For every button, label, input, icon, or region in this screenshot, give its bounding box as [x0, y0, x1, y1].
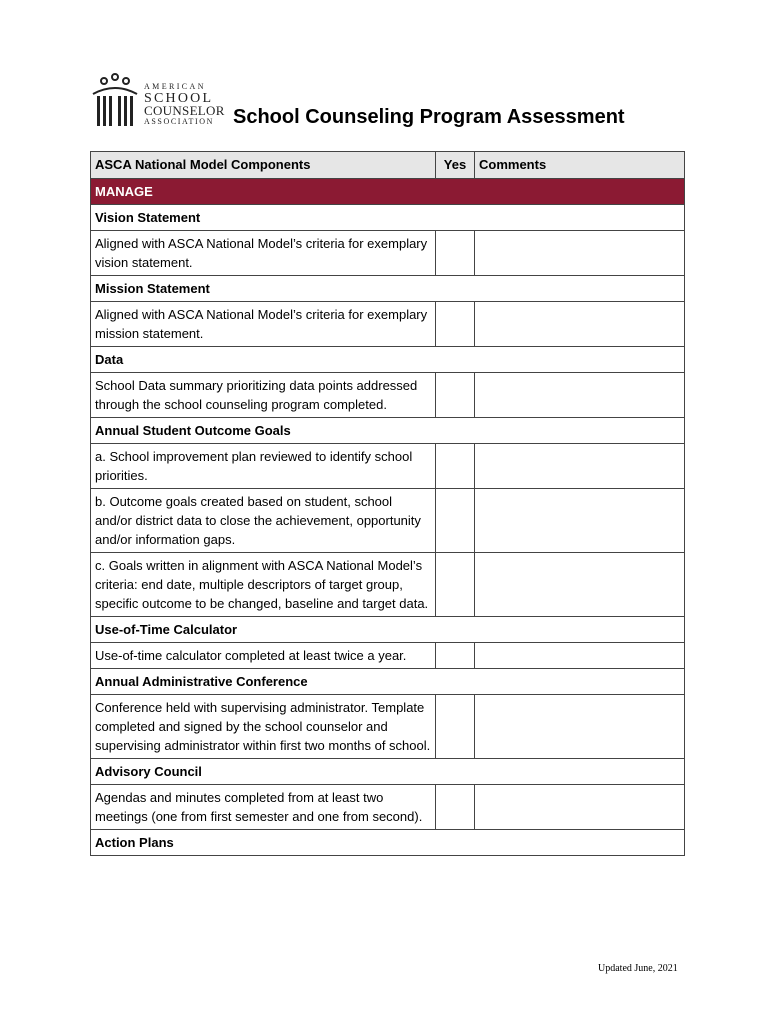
logo-line-3: COUNSELOR [144, 103, 225, 118]
section-row [91, 179, 685, 205]
logo-wordmark [144, 82, 225, 127]
yes-cell[interactable] [436, 231, 475, 276]
column-header-yes: Yes [436, 152, 475, 179]
column-header-components: ASCA National Model Components [91, 152, 436, 179]
component-heading: Data [91, 347, 685, 373]
table-row [91, 553, 685, 617]
criterion-text: Conference held with supervising administrator. Template completed and signed by the school counselor and supervising administrator within first two months of school. [91, 695, 436, 759]
component-heading: Annual Administrative Conference [91, 669, 685, 695]
page-title: School Counseling Program Assessment [233, 106, 625, 128]
component-heading: Annual Student Outcome Goals [91, 418, 685, 444]
asca-logo [90, 72, 230, 130]
yes-cell[interactable] [436, 553, 475, 617]
yes-cell[interactable] [436, 643, 475, 669]
component-heading-row [91, 617, 685, 643]
updated-note: Updated June, 2021 [598, 963, 678, 974]
comments-cell[interactable] [475, 302, 685, 347]
component-heading-row [91, 276, 685, 302]
table-row [91, 302, 685, 347]
criterion-text: Use-of-time calculator completed at least twice a year. [91, 643, 436, 669]
criterion-text: Aligned with ASCA National Model’s criteria for exemplary mission statement. [91, 302, 436, 347]
yes-cell[interactable] [436, 444, 475, 489]
column-header-comments: Comments [475, 152, 685, 179]
yes-cell[interactable] [436, 695, 475, 759]
yes-cell[interactable] [436, 373, 475, 418]
asca-logo-icon [90, 72, 144, 130]
component-heading-row [91, 669, 685, 695]
logo-line-1: AMERICAN [144, 82, 206, 91]
table-row [91, 489, 685, 553]
criterion-text: a. School improvement plan reviewed to identify school priorities. [91, 444, 436, 489]
comments-cell[interactable] [475, 489, 685, 553]
criterion-text: Agendas and minutes completed from at least two meetings (one from first semester and one from second). [91, 785, 436, 830]
criterion-text: b. Outcome goals created based on student, school and/or district data to close the achievement, opportunity and/or information gaps. [91, 489, 436, 553]
component-heading: Advisory Council [91, 759, 685, 785]
component-heading-row [91, 418, 685, 444]
table-row [91, 444, 685, 489]
yes-cell[interactable] [436, 785, 475, 830]
table-header-row [91, 152, 685, 179]
component-heading-row [91, 830, 685, 856]
section-label: MANAGE [91, 179, 685, 205]
component-heading: Vision Statement [91, 205, 685, 231]
criterion-text: c. Goals written in alignment with ASCA National Model’s criteria: end date, multiple descriptors of target group, specific outcome to be changed, baseline and target data. [91, 553, 436, 617]
yes-cell[interactable] [436, 489, 475, 553]
comments-cell[interactable] [475, 444, 685, 489]
assessment-table [90, 151, 685, 856]
table-row [91, 695, 685, 759]
comments-cell[interactable] [475, 643, 685, 669]
comments-cell[interactable] [475, 553, 685, 617]
component-heading: Use-of-Time Calculator [91, 617, 685, 643]
logo-line-2: SCHOOL [144, 91, 214, 106]
logo-line-4: ASSOCIATION [144, 117, 215, 126]
table-row [91, 785, 685, 830]
table-row [91, 643, 685, 669]
table-row [91, 231, 685, 276]
table-body [91, 179, 685, 856]
yes-cell[interactable] [436, 302, 475, 347]
document-header [90, 72, 690, 132]
component-heading-row [91, 347, 685, 373]
criterion-text: School Data summary prioritizing data points addressed through the school counseling program completed. [91, 373, 436, 418]
comments-cell[interactable] [475, 785, 685, 830]
table-row [91, 373, 685, 418]
comments-cell[interactable] [475, 231, 685, 276]
component-heading-row [91, 205, 685, 231]
comments-cell[interactable] [475, 373, 685, 418]
component-heading: Action Plans [91, 830, 685, 856]
component-heading: Mission Statement [91, 276, 685, 302]
comments-cell[interactable] [475, 695, 685, 759]
component-heading-row [91, 759, 685, 785]
criterion-text: Aligned with ASCA National Model’s criteria for exemplary vision statement. [91, 231, 436, 276]
